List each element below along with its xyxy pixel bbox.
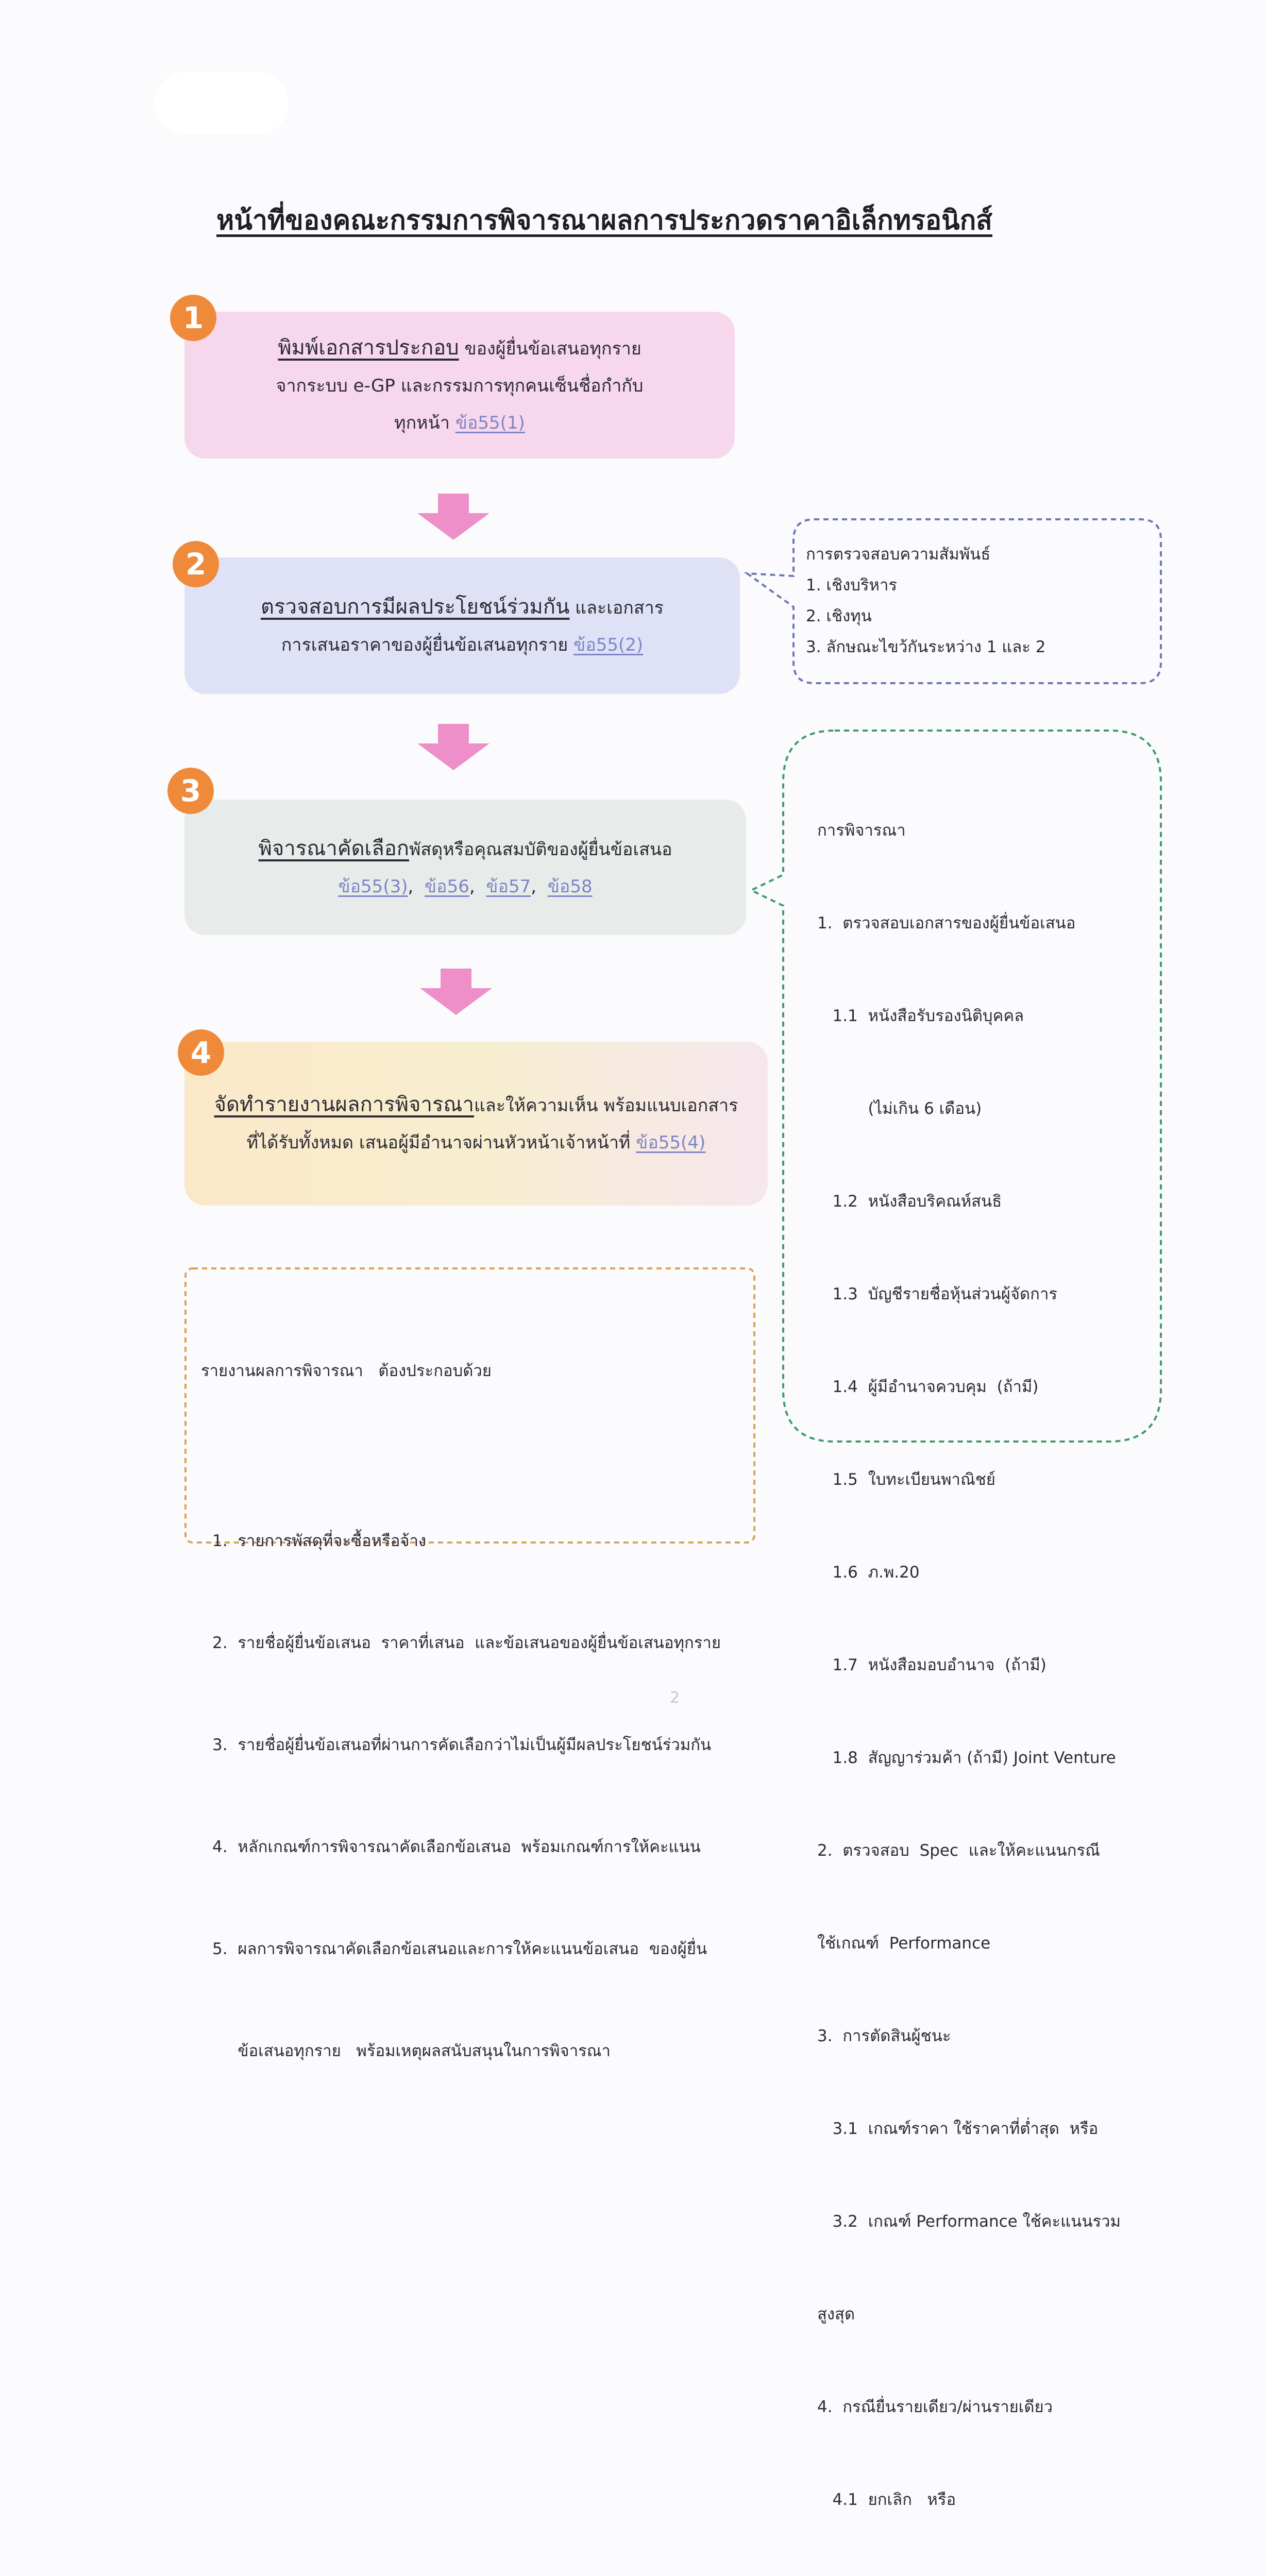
step-3-ref-link[interactable]: ข้อ57 xyxy=(486,876,531,897)
relation-item: 3. ลักษณะไขว้กันระหว่าง 1 และ 2 xyxy=(806,638,1046,656)
report-requirements-box xyxy=(184,1267,755,2060)
step-4-line1: และให้ความเห็น พร้อมแนบเอกสาร xyxy=(474,1095,738,1116)
consideration-line: 1.3 บัญชีรายชื่อหุ้นส่วนผู้จัดการ xyxy=(817,1285,1058,1303)
consideration-line: การพิจารณา xyxy=(817,821,906,840)
step-4-ref-link[interactable]: ข้อ55(4) xyxy=(636,1132,706,1153)
consideration-line: 1.4 ผู้มีอำนาจควบคุม (ถ้ามี) xyxy=(817,1378,1039,1396)
step-1-head: พิมพ์เอกสารประกอบ xyxy=(278,335,459,360)
page-title: หน้าที่ของคณะกรรมการพิจารณาผลการประกวดราคาอิเล็กทรอนิกส์ xyxy=(216,205,992,236)
report-item: 3. รายชื่อผู้ยื่นข้อเสนอที่ผ่านการคัดเลือกว่าไม่เป็นผู้มีผลประโยชน์ร่วมกัน xyxy=(212,1736,712,1754)
report-title: รายงานผลการพิจารณา ต้องประกอบด้วย xyxy=(201,1362,492,1380)
consideration-line: 1.7 หนังสือมอบอำนาจ (ถ้ามี) xyxy=(817,1656,1046,1674)
step-1-ref-link[interactable]: ข้อ55(1) xyxy=(455,412,525,433)
step-1-box xyxy=(184,312,735,459)
consideration-line: 1.8 สัญญาร่วมค้า (ถ้ามี) Joint Venture xyxy=(817,1749,1116,1767)
relation-item: 1. เชิงบริหาร xyxy=(806,576,898,595)
down-arrow-icon xyxy=(417,494,489,540)
step-1-line1: ของผู้ยื่นข้อเสนอทุกราย xyxy=(459,338,642,359)
step-4-box xyxy=(184,1042,768,1206)
consideration-line: 4. กรณียื่นรายเดียว/ผ่านรายเดียว xyxy=(817,2398,1053,2416)
step-2-ref-link[interactable]: ข้อ55(2) xyxy=(573,634,644,655)
step-3-line1: พัสดุหรือคุณสมบัติของผู้ยื่นข้อเสนอ xyxy=(409,839,672,860)
step-3-ref-link[interactable]: ข้อ55(3) xyxy=(338,876,408,897)
whiteout-patch xyxy=(155,72,289,134)
consideration-line: 3.2 เกณฑ์ Performance ใช้คะแนนรวม xyxy=(817,2212,1121,2231)
consideration-line: 1. ตรวจสอบเอกสารของผู้ยื่นข้อเสนอ xyxy=(817,914,1076,933)
step-3-head: พิจารณาคัดเลือก xyxy=(258,836,409,860)
step-1-line2: จากระบบ e-GP และกรรมการทุกคนเซ็นชื่อกำกับ xyxy=(276,375,644,396)
down-arrow-icon xyxy=(420,969,492,1015)
consideration-line: (ไม่เกิน 6 เดือน) xyxy=(817,1099,982,1118)
consideration-line: 1.5 ใบทะเบียนพาณิชย์ xyxy=(817,1470,995,1489)
step-1-line3: ทุกหน้า xyxy=(394,412,455,433)
consideration-line: 1.2 หนังสือบริคณห์สนธิ xyxy=(817,1192,1002,1211)
relation-title: การตรวจสอบความสัมพันธ์ xyxy=(806,545,991,564)
step-2-badge: 2 xyxy=(173,541,219,587)
consideration-list xyxy=(817,753,1121,2576)
report-item: 4. หลักเกณฑ์การพิจารณาคัดเลือกข้อเสนอ พร้อมเกณฑ์การให้คะแนน xyxy=(212,1838,701,1856)
consideration-line: 3. การตัดสินผู้ชนะ xyxy=(817,2027,951,2045)
step-3-box: พิจารณาคัดเลือกพัสดุหรือคุณสมบัติของผู้ยื่นข้อเสนอ ข้อ55(3), ข้อ56, ข้อ57, ข้อ58 xyxy=(184,800,746,935)
consideration-line: 3.1 เกณฑ์ราคา ใช้ราคาที่ต่ำสุด หรือ xyxy=(817,2120,1099,2138)
page-number: 2 xyxy=(670,1689,680,1707)
consideration-line: 4.1 ยกเลิก หรือ xyxy=(817,2490,956,2509)
step-3-ref-link[interactable]: ข้อ58 xyxy=(547,876,593,897)
step-2-line2: การเสนอราคาของผู้ยื่นข้อเสนอทุกราย xyxy=(281,634,574,655)
step-4-head: จัดทำรายงานผลการพิจารณา xyxy=(214,1093,474,1116)
step-4-badge: 4 xyxy=(178,1029,224,1076)
consideration-line: 2. ตรวจสอบ Spec และให้คะแนนกรณี xyxy=(817,1841,1100,1860)
consideration-line: 1.6 ภ.พ.20 xyxy=(817,1563,920,1582)
consideration-line: 1.1 หนังสือรับรองนิติบุคคล xyxy=(817,1007,1024,1025)
step-2-head: ตรวจสอบการมีผลประโยชน์ร่วมกัน xyxy=(261,595,570,619)
report-item: ข้อเสนอทุกราย พร้อมเหตุผลสนับสนุนในการพิจารณา xyxy=(212,2042,611,2060)
step-4-line2: ที่ได้รับทั้งหมด เสนอผู้มีอำนาจผ่านหัวหน้าเจ้าหน้าที่ xyxy=(246,1132,636,1153)
consideration-line: ใช้เกณฑ์ Performance xyxy=(817,1934,991,1953)
step-1-badge: 1 xyxy=(170,295,216,341)
consideration-line: สูงสุด xyxy=(817,2305,855,2324)
report-item: 1. รายการพัสดุที่จะซื้อหรือจ้าง xyxy=(212,1532,427,1550)
step-2-box xyxy=(184,557,740,694)
down-arrow-icon xyxy=(417,724,489,770)
consideration-callout xyxy=(783,731,1161,2509)
report-item: 5. ผลการพิจารณาคัดเลือกข้อเสนอและการให้คะแนนข้อเสนอ ของผู้ยื่น xyxy=(212,1940,707,1958)
report-item: 2. รายชื่อผู้ยื่นข้อเสนอ ราคาที่เสนอ และข้อเสนอของผู้ยื่นข้อเสนอทุกราย xyxy=(212,1634,721,1652)
relation-item: 2. เชิงทุน xyxy=(806,607,872,625)
step-3-ref-link[interactable]: ข้อ56 xyxy=(424,876,469,897)
step-2-line1: และเอกสาร xyxy=(569,597,664,618)
step-3-badge: 3 xyxy=(167,768,214,814)
relation-callout xyxy=(783,519,1161,683)
